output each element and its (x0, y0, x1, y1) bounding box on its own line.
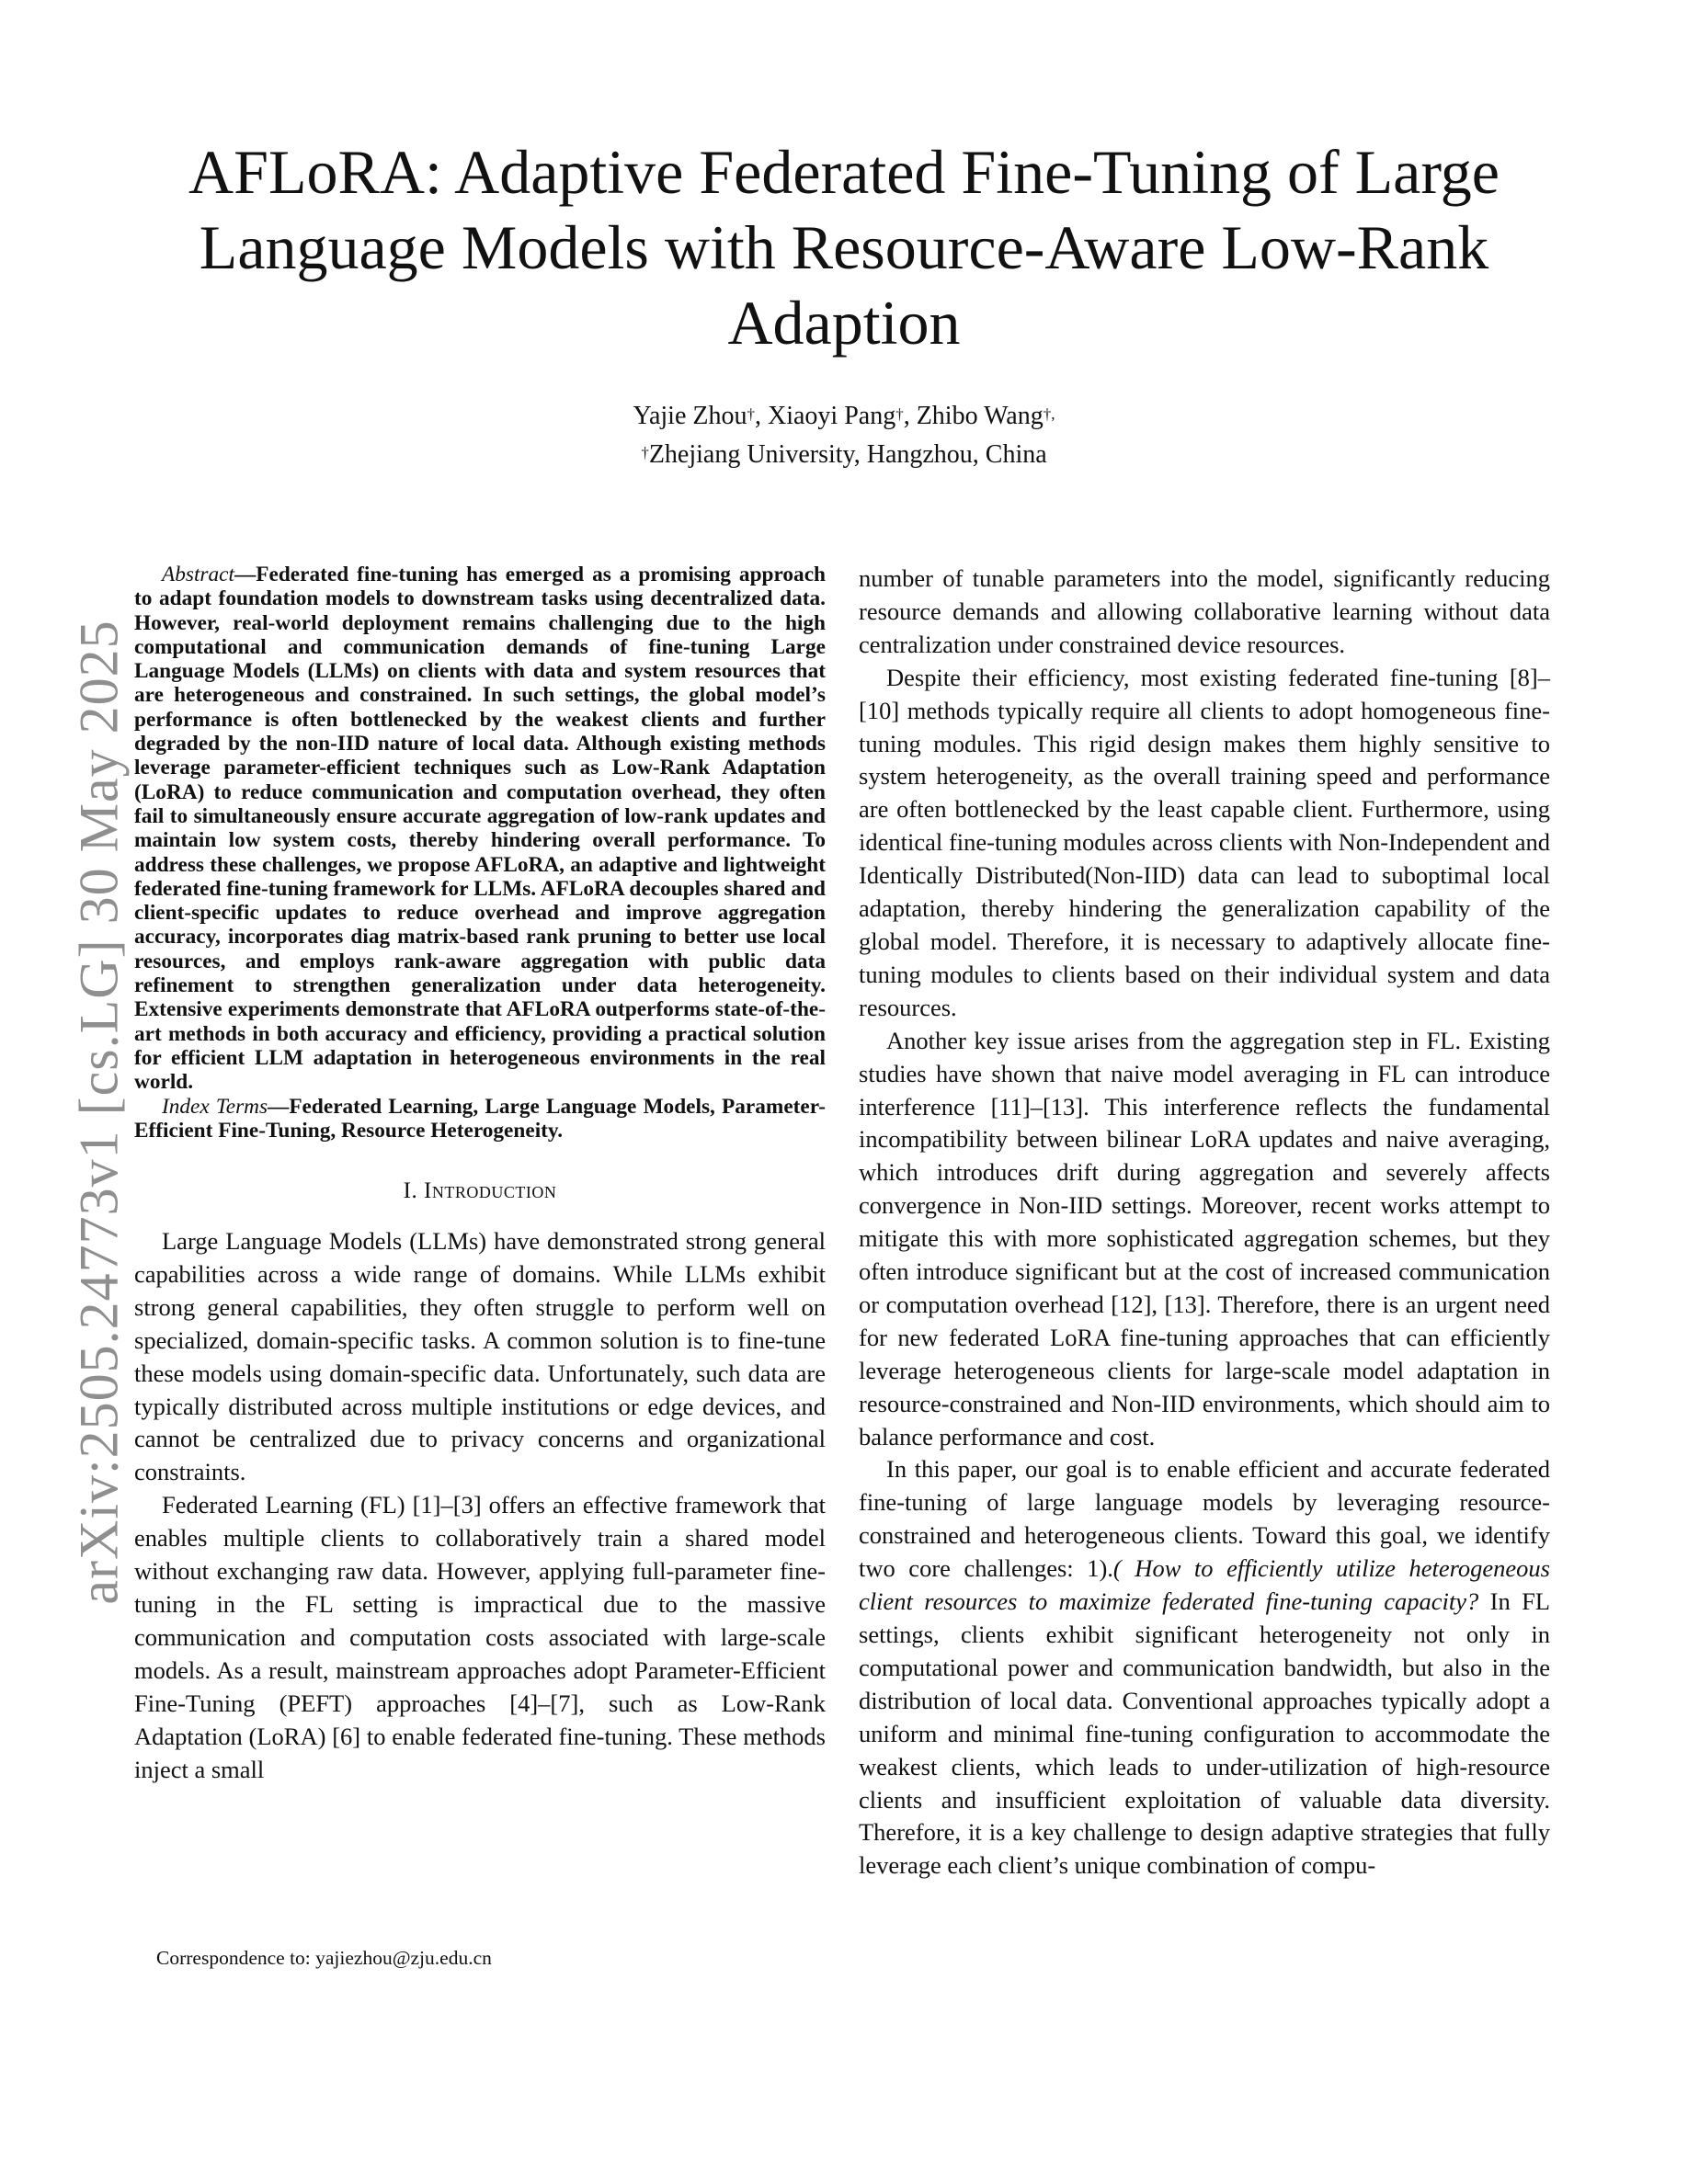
section-title: Introduction (424, 1178, 557, 1204)
body-paragraph: Despite their efficiency, most existing federated fine-tuning [8]–[10] methods typically require all clients to adopt homogeneous fine-tuning modules. This rigid design makes them highly sensitive to system heterogeneity, as the overall training speed and performance are often bottlenecked by the least capable client. Furthermore, using identical fine-tuning modules across clients with Non-Independent and Identically Distributed(Non-IID) data can lead to suboptimal local adaptation, thereby hindering the generalization capability of the global model. Therefore, it is necessary to adaptively allocate fine-tuning modules to clients based on their individual system and data resources. (859, 663, 1550, 1021)
author-name: Zhibo Wang (916, 402, 1044, 430)
paragraph-text: In FL settings, clients exhibit significant heterogeneity not only in computational power and communication bandwidth, but also in the distribution of local data. Conventional approaches typically adopt a uniform and minimal fine-tuning configuration to accommodate the weakest clients, which leads to under-utilization of high-resource clients and insufficient exploitation of valuable data diversity. Therefore, it is a key challenge to design adaptive strategies that fully leverage each client’s unique combination of compu- (859, 1587, 1550, 1880)
body-paragraph: number of tunable parameters into the model, significantly reducing resource demands and allowing collaborative learning without data centralization under constrained device resources. (859, 564, 1550, 658)
author-name: Xiaoyi Pang (767, 402, 896, 430)
author-affiliation (129, 439, 1559, 471)
abstract (134, 563, 826, 1095)
right-column (859, 563, 1550, 1883)
left-column (134, 563, 826, 1786)
index-terms-label: Index Terms (162, 1094, 268, 1119)
abstract-text: —Federated fine-tuning has emerged as a promising approach to adapt foundation models to downstream tasks using decentralized data. However, real-world deployment remains challenging due to the high computational and communication demands of fine-tuning Large Language Models (LLMs) on clients with data and system resources that are heterogeneous and constrained. In such settings, the global model’s performance is often bottlenecked by the weakest clients and further degraded by the non-IID nature of local data. Although existing methods leverage parameter-efficient techniques such as Low-Rank Adaptation (LoRA) to reduce communication and computation overhead, they often fail to simultaneously ensure accurate aggregation of low-rank updates and maintain low system costs, thereby hindering overall performance. To address these challenges, we propose AFLoRA, an adaptive and lightweight federated fine-tuning framework for LLMs. AFLoRA decouples shared and client-specific updates to reduce overhead and improve aggregation accuracy, incorporates diag matrix-based rank pruning to better use local resources, and employs rank-aware aggregation with public data refinement to strengthen generalization under data heterogeneity. Extensive experiments demonstrate that AFLoRA outperforms state-of-the-art methods in both accuracy and efficiency, providing a practical solution for efficient LLM adaptation in heterogeneous environments in the real world. (134, 563, 826, 1095)
affiliation-marker: †, (1043, 405, 1055, 423)
arxiv-margin-identifier: arXiv:2505.24773v1 [cs.LG] 30 May 2025 (68, 620, 130, 1605)
section-number: I. (403, 1178, 418, 1204)
abstract-label: Abstract (162, 563, 234, 586)
body-paragraph (859, 1453, 1550, 1883)
author-name: Yajie Zhou (633, 402, 747, 430)
body-paragraph: Another key issue arises from the aggregation step in FL. Existing studies have shown that naive model averaging in FL can introduce interference [11]–[13]. This interference reflects the fundamental incompatibility between bilinear LoRA updates and naive averaging, which introduces drift during aggregation and severely affects convergence in Non-IID settings. Moreover, recent works attempt to mitigate this with more sophisticated aggregation schemes, but they often introduce significant but at the cost of increased communication or computation overhead [12], [13]. Therefore, there is an urgent need for new federated LoRA fine-tuning approaches that can efficiently leverage heterogeneous clients for large-scale model adaptation in resource-constrained and Non-IID environments, which should aim to balance performance and cost. (859, 1026, 1550, 1450)
paragraph-text: In this paper, our goal is to enable efficient and accurate federated fine-tuning of large language models by leveraging resource-constrained and heterogeneous clients. Toward this goal, we identify two core challenges: 1). (859, 1455, 1550, 1583)
affiliation-marker: † (641, 444, 649, 461)
correspondence-footnote: Correspondence to: yajiezhou@zju.edu.cn (156, 1947, 492, 1969)
paper-title: AFLoRA: Adaptive Federated Fine-Tuning of Large Language Models with Resource-Aware Low-Rank Adaption (188, 137, 1500, 358)
index-terms (134, 1095, 826, 1143)
affiliation-marker: † (895, 405, 904, 423)
body-paragraph: Federated Learning (FL) [1]–[3] offers an effective framework that enables multiple clients to collaboratively train a shared model without exchanging raw data. However, applying full-parameter fine-tuning in the FL setting is impractical due to the massive communication and computation costs associated with large-scale models. As a result, mainstream approaches adopt Parameter-Efficient Fine-Tuning (PEFT) approaches [4]–[7], such as Low-Rank Adaptation (LoRA) [6] to enable federated fine-tuning. These methods inject a small (134, 1491, 826, 1783)
author-list: Yajie Zhou†, Xiaoyi Pang†, Zhibo Wang†, (633, 402, 1055, 430)
body-paragraph: Large Language Models (LLMs) have demonstrated strong general capabilities across a wide range of domains. While LLMs exhibit strong general capabilities, they often struggle to perform well on specialized, domain-specific tasks. A common solution is to fine-tune these models using domain-specific data. Unfortunately, such data are typically distributed across multiple institutions or edge devices, and cannot be centralized due to privacy concerns and organizational constraints. (134, 1227, 826, 1486)
section-heading (134, 1175, 826, 1208)
affiliation-marker: † (747, 405, 755, 423)
index-terms-text: —Federated Learning, Large Language Models, Parameter-Efficient Fine-Tuning, Resource Heterogeneity. (134, 1094, 826, 1143)
research-question: ( How to efficiently utilize heterogeneous client resources to maximize federated fine-tuning capacity? (859, 1554, 1550, 1616)
affiliation-text: Zhejiang University, Hangzhou, China (648, 440, 1047, 469)
